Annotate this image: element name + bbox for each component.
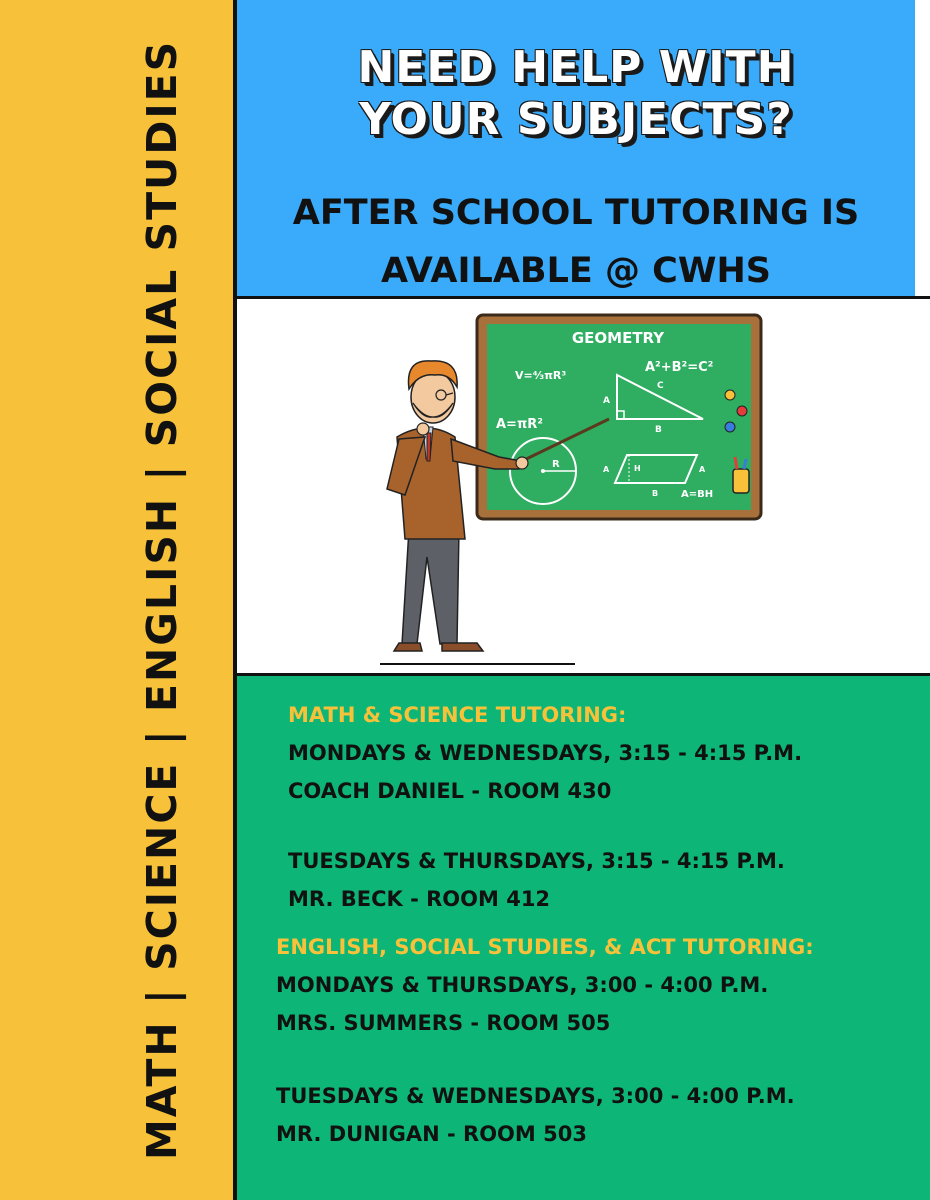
math-science-session2 [288,842,785,918]
formula-pythagorean: A²+B²=C² [645,360,714,375]
english-social-session2-time: TUESDAYS & WEDNESDAYS, 3:00 - 4:00 P.M. [276,1084,795,1108]
magnet-blue [725,422,735,432]
subjects-label: MATH | SCIENCE | ENGLISH | SOCIAL STUDIES [138,39,186,1160]
parallelogram-label-b: B [652,489,659,498]
triangle-label-b: B [655,425,662,435]
english-social-session1-time: MONDAYS & THURSDAYS, 3:00 - 4:00 P.M. [276,973,769,997]
headline-line-1: NEED HELP WITH [357,42,795,93]
subhead-line-1: AFTER SCHOOL TUTORING IS [292,193,860,233]
formula-circle-area: A=πR² [496,417,543,432]
pencil-cup [733,469,749,493]
english-social-heading: ENGLISH, SOCIAL STUDIES, & ACT TUTORING: [276,935,814,959]
subheadline [237,184,915,300]
english-social-session1-tutor: MRS. SUMMERS - ROOM 505 [276,1011,611,1035]
english-social-session2 [276,1077,795,1153]
triangle-label-c: C [657,381,664,391]
subhead-line-2: AVAILABLE @ CWHS [381,251,771,291]
headline [237,42,915,146]
subjects-sidebar [0,0,234,1200]
board-title: GEOMETRY [571,329,665,347]
teacher-chalkboard-image [237,299,930,673]
math-science-session2-tutor: MR. BECK - ROOM 412 [288,887,551,911]
math-science-session1-time: MONDAYS & WEDNESDAYS, 3:15 - 4:15 P.M. [288,741,803,765]
math-science-heading: MATH & SCIENCE TUTORING: [288,703,627,727]
math-science-session2-time: TUESDAYS & THURSDAYS, 3:15 - 4:15 P.M. [288,849,785,873]
parallelogram-label-h: H [634,464,641,473]
math-science-session1-tutor: COACH DANIEL - ROOM 430 [288,779,612,803]
english-social-section [276,928,814,1042]
formula-parallelogram: A=BH [681,489,714,500]
headline-line-2: YOUR SUBJECTS? [359,94,793,145]
circle-label-r: R [552,459,560,470]
magnet-red [737,406,747,416]
parallelogram-label-a2: A [699,465,706,474]
teacher-illustration [237,299,930,673]
english-social-session2-tutor: MR. DUNIGAN - ROOM 503 [276,1122,587,1146]
triangle-label-a: A [603,396,610,406]
formula-volume: V=⁴⁄₃πR³ [515,369,567,382]
parallelogram-label-a1: A [603,465,610,474]
math-science-section [288,696,802,810]
magnet-yellow [725,390,735,400]
